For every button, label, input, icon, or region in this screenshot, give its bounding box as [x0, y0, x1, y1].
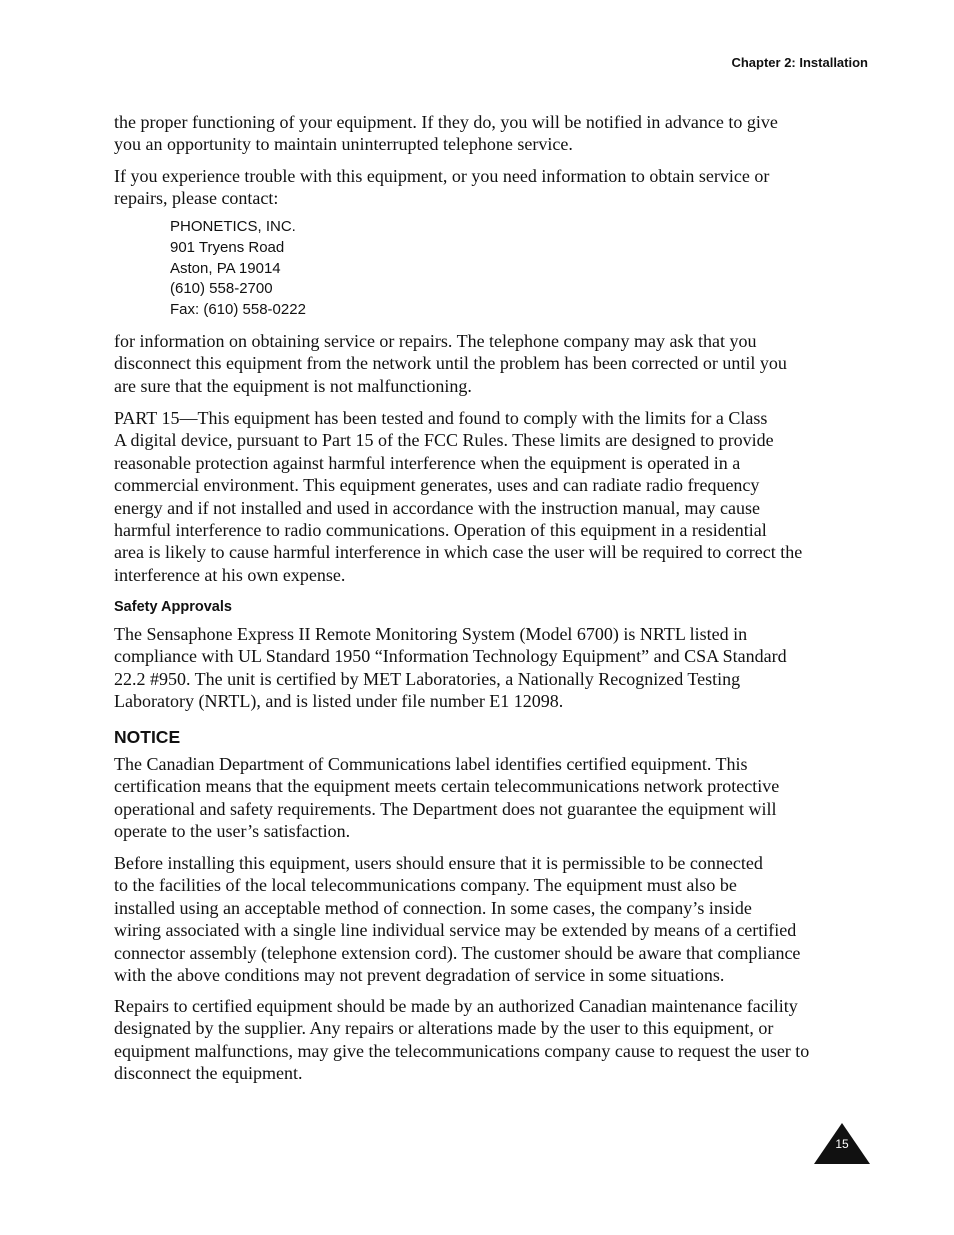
text-line: If you experience trouble with this equipment, or you need information to obtain service or — [114, 166, 770, 186]
address-company: PHONETICS, INC. — [170, 218, 296, 235]
heading-safety-approvals: Safety Approvals — [114, 599, 232, 615]
text-line: energy and if not installed and used in accordance with the instruction manual, may cause — [114, 497, 760, 518]
text-line: certification means that the equipment meets certain telecommunications network protective — [114, 776, 780, 797]
text-line: to the facilities of the local telecommunications company. The equipment must also be — [114, 875, 737, 896]
text-line: Repairs to certified equipment should be made by an authorized Canadian maintenance facility — [114, 996, 798, 1016]
paragraph-part15 — [114, 407, 874, 586]
text-line: equipment malfunctions, may give the telecommunications company cause to request the user to — [114, 1040, 810, 1061]
text-line: reasonable protection against harmful interference when the equipment is operated in a — [114, 452, 741, 473]
address-phone: (610) 558-2700 — [170, 280, 273, 298]
page-number-badge — [814, 1123, 870, 1164]
text-line: A digital device, pursuant to Part 15 of the FCC Rules. These limits are designed to provide — [114, 430, 774, 451]
address-street: 901 Tryens Road — [170, 238, 285, 256]
text-line: PART 15—This equipment has been tested and found to comply with the limits for a Class — [114, 408, 768, 428]
text-line: disconnect this equipment from the network until the problem has been corrected or until you — [114, 353, 787, 374]
paragraph-repairs — [114, 995, 874, 1085]
text-line: disconnect the equipment. — [114, 1063, 303, 1084]
text-line: installed using an acceptable method of connection. In some cases, the company’s inside — [114, 897, 752, 918]
text-line: The Canadian Department of Communications label identifies certified equipment. This — [114, 754, 748, 774]
address-city: Aston, PA 19014 — [170, 259, 281, 277]
text-line: repairs, please contact: — [114, 188, 279, 209]
chapter-header: Chapter 2: Installation — [731, 55, 868, 70]
paragraph-service-notice — [114, 111, 874, 156]
text-line: with the above conditions may not prevent degradation of service in some situations. — [114, 965, 725, 986]
text-line: compliance with UL Standard 1950 “Information Technology Equipment” and CSA Standard — [114, 646, 787, 667]
page-number: 15 — [835, 1137, 849, 1151]
text-line: harmful interference to radio communications. Operation of this equipment in a residential — [114, 520, 767, 541]
text-line: are sure that the equipment is not malfunctioning. — [114, 375, 472, 396]
address-fax: Fax: (610) 558-0222 — [170, 301, 306, 319]
text-line: The Sensaphone Express II Remote Monitoring System (Model 6700) is NRTL listed in — [114, 624, 748, 644]
text-line: designated by the supplier. Any repairs or alterations made by the user to this equipment, or — [114, 1018, 774, 1039]
text-line: Laboratory (NRTL), and is listed under file number E1 12098. — [114, 691, 564, 712]
text-line: Before installing this equipment, users should ensure that it is permissible to be connected — [114, 853, 763, 873]
text-line: interference at his own expense. — [114, 564, 346, 585]
text-line: the proper functioning of your equipment. If they do, you will be notified in advance to give — [114, 112, 778, 132]
heading-notice: NOTICE — [114, 727, 181, 747]
text-line: connector assembly (telephone extension cord). The customer should be aware that compliance — [114, 942, 801, 963]
text-line: for information on obtaining service or repairs. The telephone company may ask that you — [114, 331, 757, 351]
text-line: area is likely to cause harmful interference in which case the user will be required to correct the — [114, 542, 803, 563]
text-line: operate to the user’s satisfaction. — [114, 821, 351, 842]
text-line: 22.2 #950. The unit is certified by MET Laboratories, a Nationally Recognized Testing — [114, 668, 741, 689]
contact-address — [170, 217, 306, 321]
paragraph-before-installing — [114, 852, 874, 986]
paragraph-nrtl — [114, 623, 874, 713]
text-line: commercial environment. This equipment generates, uses and can radiate radio frequency — [114, 475, 760, 496]
paragraph-disconnect — [114, 330, 874, 397]
text-line: wiring associated with a single line individual service may be extended by means of a certified — [114, 920, 797, 941]
paragraph-trouble — [114, 165, 874, 210]
text-line: operational and safety requirements. The Department does not guarantee the equipment will — [114, 798, 777, 819]
paragraph-canadian-dept — [114, 753, 874, 843]
text-line: you an opportunity to maintain uninterrupted telephone service. — [114, 134, 573, 155]
